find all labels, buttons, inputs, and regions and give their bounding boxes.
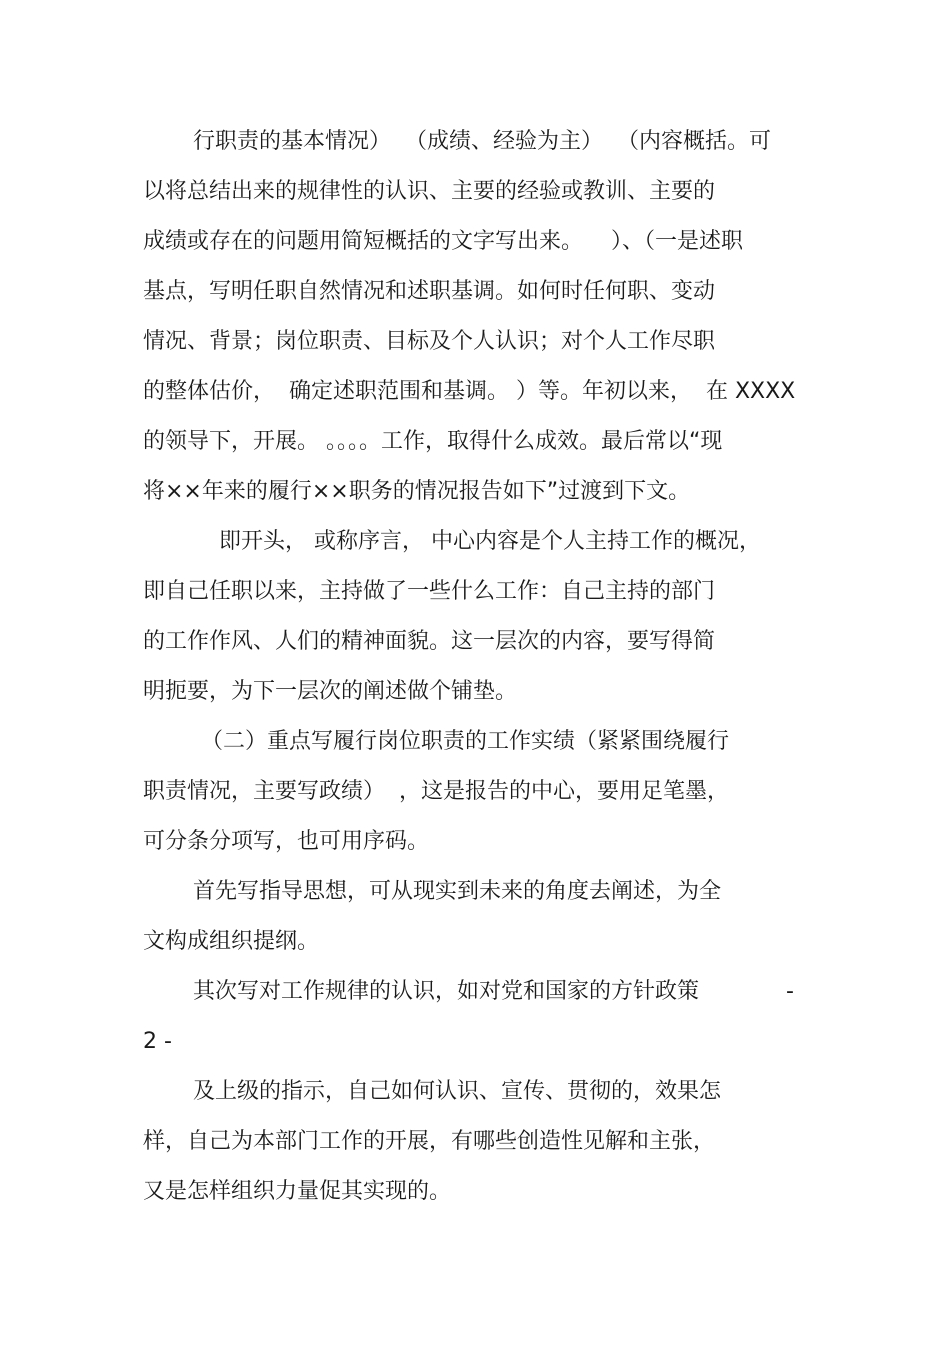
text-line: 基点，写明任职自然情况和述职基调。如何时任何职、变动	[143, 279, 716, 304]
text-line: 情况、背景；岗位职责、目标及个人认识；对个人工作尽职	[143, 329, 716, 354]
page-number-dash: -	[786, 979, 794, 1004]
text-line: 又是怎样组织力量促其实现的。	[143, 1179, 452, 1204]
text-line: 职责情况，主要写政绩） ，这是报告的中心，要用足笔墨，	[143, 779, 729, 804]
text-line: 首先写指导思想，可从现实到未来的角度去阐述，为全	[193, 879, 722, 904]
text-line: 即开头， 或称序言， 中心内容是个人主持工作的概况，	[219, 529, 761, 554]
text-line: 可分条分项写，也可用序码。	[143, 829, 430, 854]
text-line: 及上级的指示，自己如何认识、宣传、贯彻的，效果怎	[193, 1079, 722, 1104]
page-number: 2 -	[143, 1029, 172, 1054]
text-line: （二）重点写履行岗位职责的工作实绩（紧紧围绕履行	[201, 729, 730, 754]
text-line: 的领导下，开展。 。。。。工作，取得什么成效。最后常以“现	[143, 429, 723, 454]
text-line: 的整体估价， 确定述职范围和基调。 ）等。年初以来， 在 XXXX	[143, 379, 796, 404]
text-line: 以将总结出来的规律性的认识、主要的经验或教训、主要的	[143, 179, 716, 204]
text-line: 样，自己为本部门工作的开展，有哪些创造性见解和主张，	[143, 1129, 716, 1154]
text-line: 将××年来的履行××职务的情况报告如下”过渡到下文。	[143, 479, 691, 504]
text-line: 文构成组织提纲。	[143, 929, 320, 954]
text-line: 成绩或存在的问题用简短概括的文字写出来。 ）、（一是述职	[143, 229, 743, 254]
text-line: 其次写对工作规律的认识，如对党和国家的方针政策	[193, 979, 700, 1004]
text-line: 明扼要，为下一层次的阐述做个铺垫。	[143, 679, 518, 704]
text-line: 行职责的基本情况） （成绩、经验为主） （内容概括。可	[193, 129, 771, 154]
text-line: 即自己任职以来，主持做了一些什么工作：自己主持的部门	[143, 579, 716, 604]
text-line: 的工作作风、人们的精神面貌。这一层次的内容，要写得简	[143, 629, 716, 654]
